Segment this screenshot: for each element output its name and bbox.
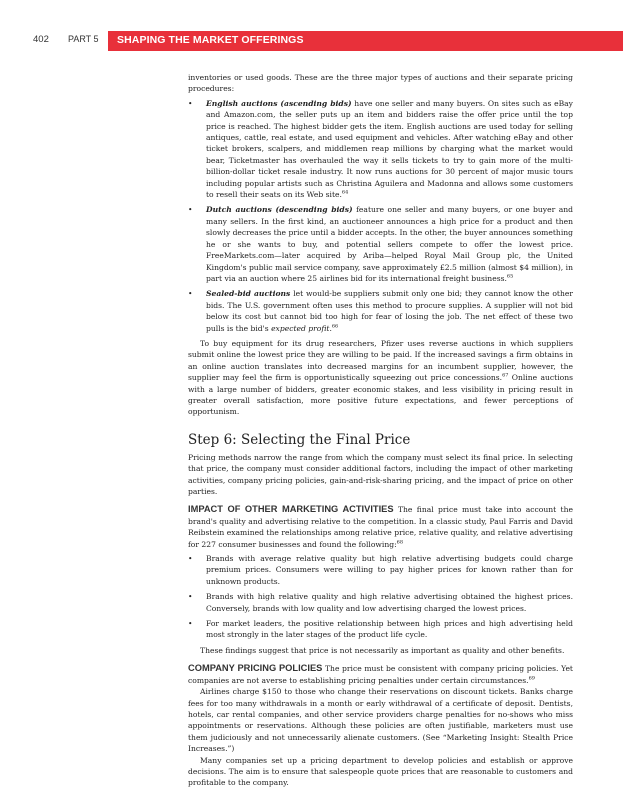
page-body	[188, 72, 573, 789]
footnote-ref: 69	[528, 675, 535, 682]
policies-paragraph	[188, 663, 573, 686]
paragraph-text: Online auctions with a large number of bidders, greater economic stakes, and less visibility in pricing result in greater overall satisfaction, more positive future expectations, and fewer perceptions of opportunism.	[188, 373, 573, 417]
emphasis: expected profit	[271, 323, 330, 333]
paragraph-text: The price must be consistent with company pricing policies. Yet companies are not averse to establishing pricing penalties under certain circumstances.	[188, 664, 573, 685]
bullet-icon: •	[188, 592, 193, 602]
part-label: PART 5	[68, 34, 99, 44]
subsection-heading: COMPANY PRICING POLICIES	[188, 663, 323, 674]
footnote-ref: 65	[506, 273, 514, 280]
section-heading: Step 6: Selecting the Final Price	[188, 431, 411, 448]
definition-tail: .	[329, 323, 332, 333]
findings-list	[188, 553, 573, 641]
footnote-ref: 64	[341, 189, 349, 196]
findings-conclusion: These findings suggest that price is not necessarily as important as quality and other benefits.	[200, 645, 565, 655]
bullet-icon: •	[188, 98, 193, 108]
bullet-icon: •	[188, 554, 193, 564]
term: Dutch auctions (descending bids)	[206, 205, 353, 215]
footnote-ref: 66	[331, 323, 339, 329]
list-item	[188, 98, 573, 201]
footnote-ref: 68	[396, 539, 404, 546]
definition: have one seller and many buyers. On sites such as eBay and Amazon.com, the seller puts up an item and bidders raise the offer price until the top price is reached. The highest bidder gets the item. English auctions are used today for selling antiques, cattle, real estate, and used equipment and vehicles. After watching eBay and other ticket brokers, scalpers, and middlemen reap millions by charging what the market would bear, Ticketmaster has overhauled the way it sells tickets to try to gain more of the multi-billion-dollar ticket resale industry. It now runs auctions for 30 percent of major music tours including popular artists such as Christina Aguilera and Madonna and allows some customers to resell their seats on its Web site.	[206, 98, 573, 200]
definition: let would-be suppliers submit only one bid; they cannot know the other bids. The U.S. government often uses this method to procure supplies. A supplier will not bid below its cost but cannot bid too high for fear of losing the job. The net effect of these two pulls is the bid's	[206, 289, 573, 333]
chapter-title: SHAPING THE MARKET OFFERINGS	[117, 34, 304, 46]
auction-intro: inventories or used goods. These are the three major types of auctions and their separate pricing procedures:	[188, 73, 573, 94]
term: Sealed-bid auctions	[206, 289, 291, 299]
airlines-paragraph: Airlines charge $150 to those who change their reservations on discount tickets. Banks charge fees for too many withdrawals in a month or early withdrawal of a certificate of deposit. Dentists, hotels, car rental companies, and other service providers charge penalties for no-shows who miss appointments or reservations. Although these policies are often justifiable, marketers must use them judiciously and not unnecessarily alienate customers. (See “Marketing Insight: Stealth Price Increases.”)	[188, 687, 573, 754]
paragraph-text: To buy equipment for its drug researchers, Pfizer uses reverse auctions in which suppliers submit online the lowest price they are willing to be paid. If the increased savings a firm obtains in an online auction translates into decreased margins for an incumbent supplier, however, the supplier may feel the firm is opportunistically squeezing out price concessions.	[188, 338, 573, 383]
list-item	[188, 288, 573, 334]
bullet-icon: •	[188, 289, 193, 299]
finding-text: Brands with average relative quality but high relative advertising budgets could charge premium prices. Consumers were willing to pay higher prices for known rather than for unknown products.	[206, 554, 573, 586]
page-number: 402	[33, 34, 49, 45]
impact-paragraph	[188, 504, 573, 550]
page-header	[0, 31, 623, 51]
pricing-department-paragraph: Many companies set up a pricing department to develop policies and establish or approve decisions. The aim is to ensure that salespeople quote prices that are reasonable to customers and profitable to the company.	[188, 755, 573, 788]
finding-text: Brands with high relative quality and high relative advertising obtained the highest prices. Conversely, brands with low quality and low advertising charged the lowest prices.	[206, 592, 573, 613]
chapter-banner	[108, 31, 623, 51]
term: English auctions (ascending bids)	[206, 98, 352, 108]
auction-types-list	[188, 98, 573, 334]
list-item	[188, 553, 573, 587]
definition: feature one seller and many buyers, or one buyer and many sellers. In the first kind, an auctioneer announces a high price for a product and then slowly decreases the price until a bidder accepts. In the other, the buyer announces something he or she wants to buy, and potential sellers compete to offer the lowest price. FreeMarkets.com—later acquired by Ariba—helped Royal Mail Group plc, the United Kingdom's public mail service company, save approximately £2.5 million (almost $4 million), in part via an auction where 25 airlines bid for its international freight business.	[206, 205, 573, 283]
bullet-icon: •	[188, 205, 193, 215]
pfizer-paragraph	[188, 338, 573, 418]
step6-intro: Pricing methods narrow the range from which the company must select its final price. In selecting that price, the company must consider additional factors, including the impact of other marketing activities, company pricing policies, gain-and-risk-sharing pricing, and the impact of price on other parties.	[188, 452, 573, 496]
list-item	[188, 591, 573, 614]
subsection-heading: IMPACT OF OTHER MARKETING ACTIVITIES	[188, 504, 394, 515]
finding-text: For market leaders, the positive relationship between high prices and high advertising held most strongly in the later stages of the product life cycle.	[206, 619, 573, 640]
paragraph-text: The final price must take into account the brand's quality and advertising relative to the competition. In a classic study, Paul Farris and David Reibstein examined the relationships among relative price, relative quality, and relative advertising for 227 consumer businesses and found the following:	[188, 505, 573, 549]
footnote-ref: 67	[502, 372, 509, 379]
bullet-icon: •	[188, 619, 193, 629]
list-item	[188, 618, 573, 641]
list-item	[188, 204, 573, 284]
